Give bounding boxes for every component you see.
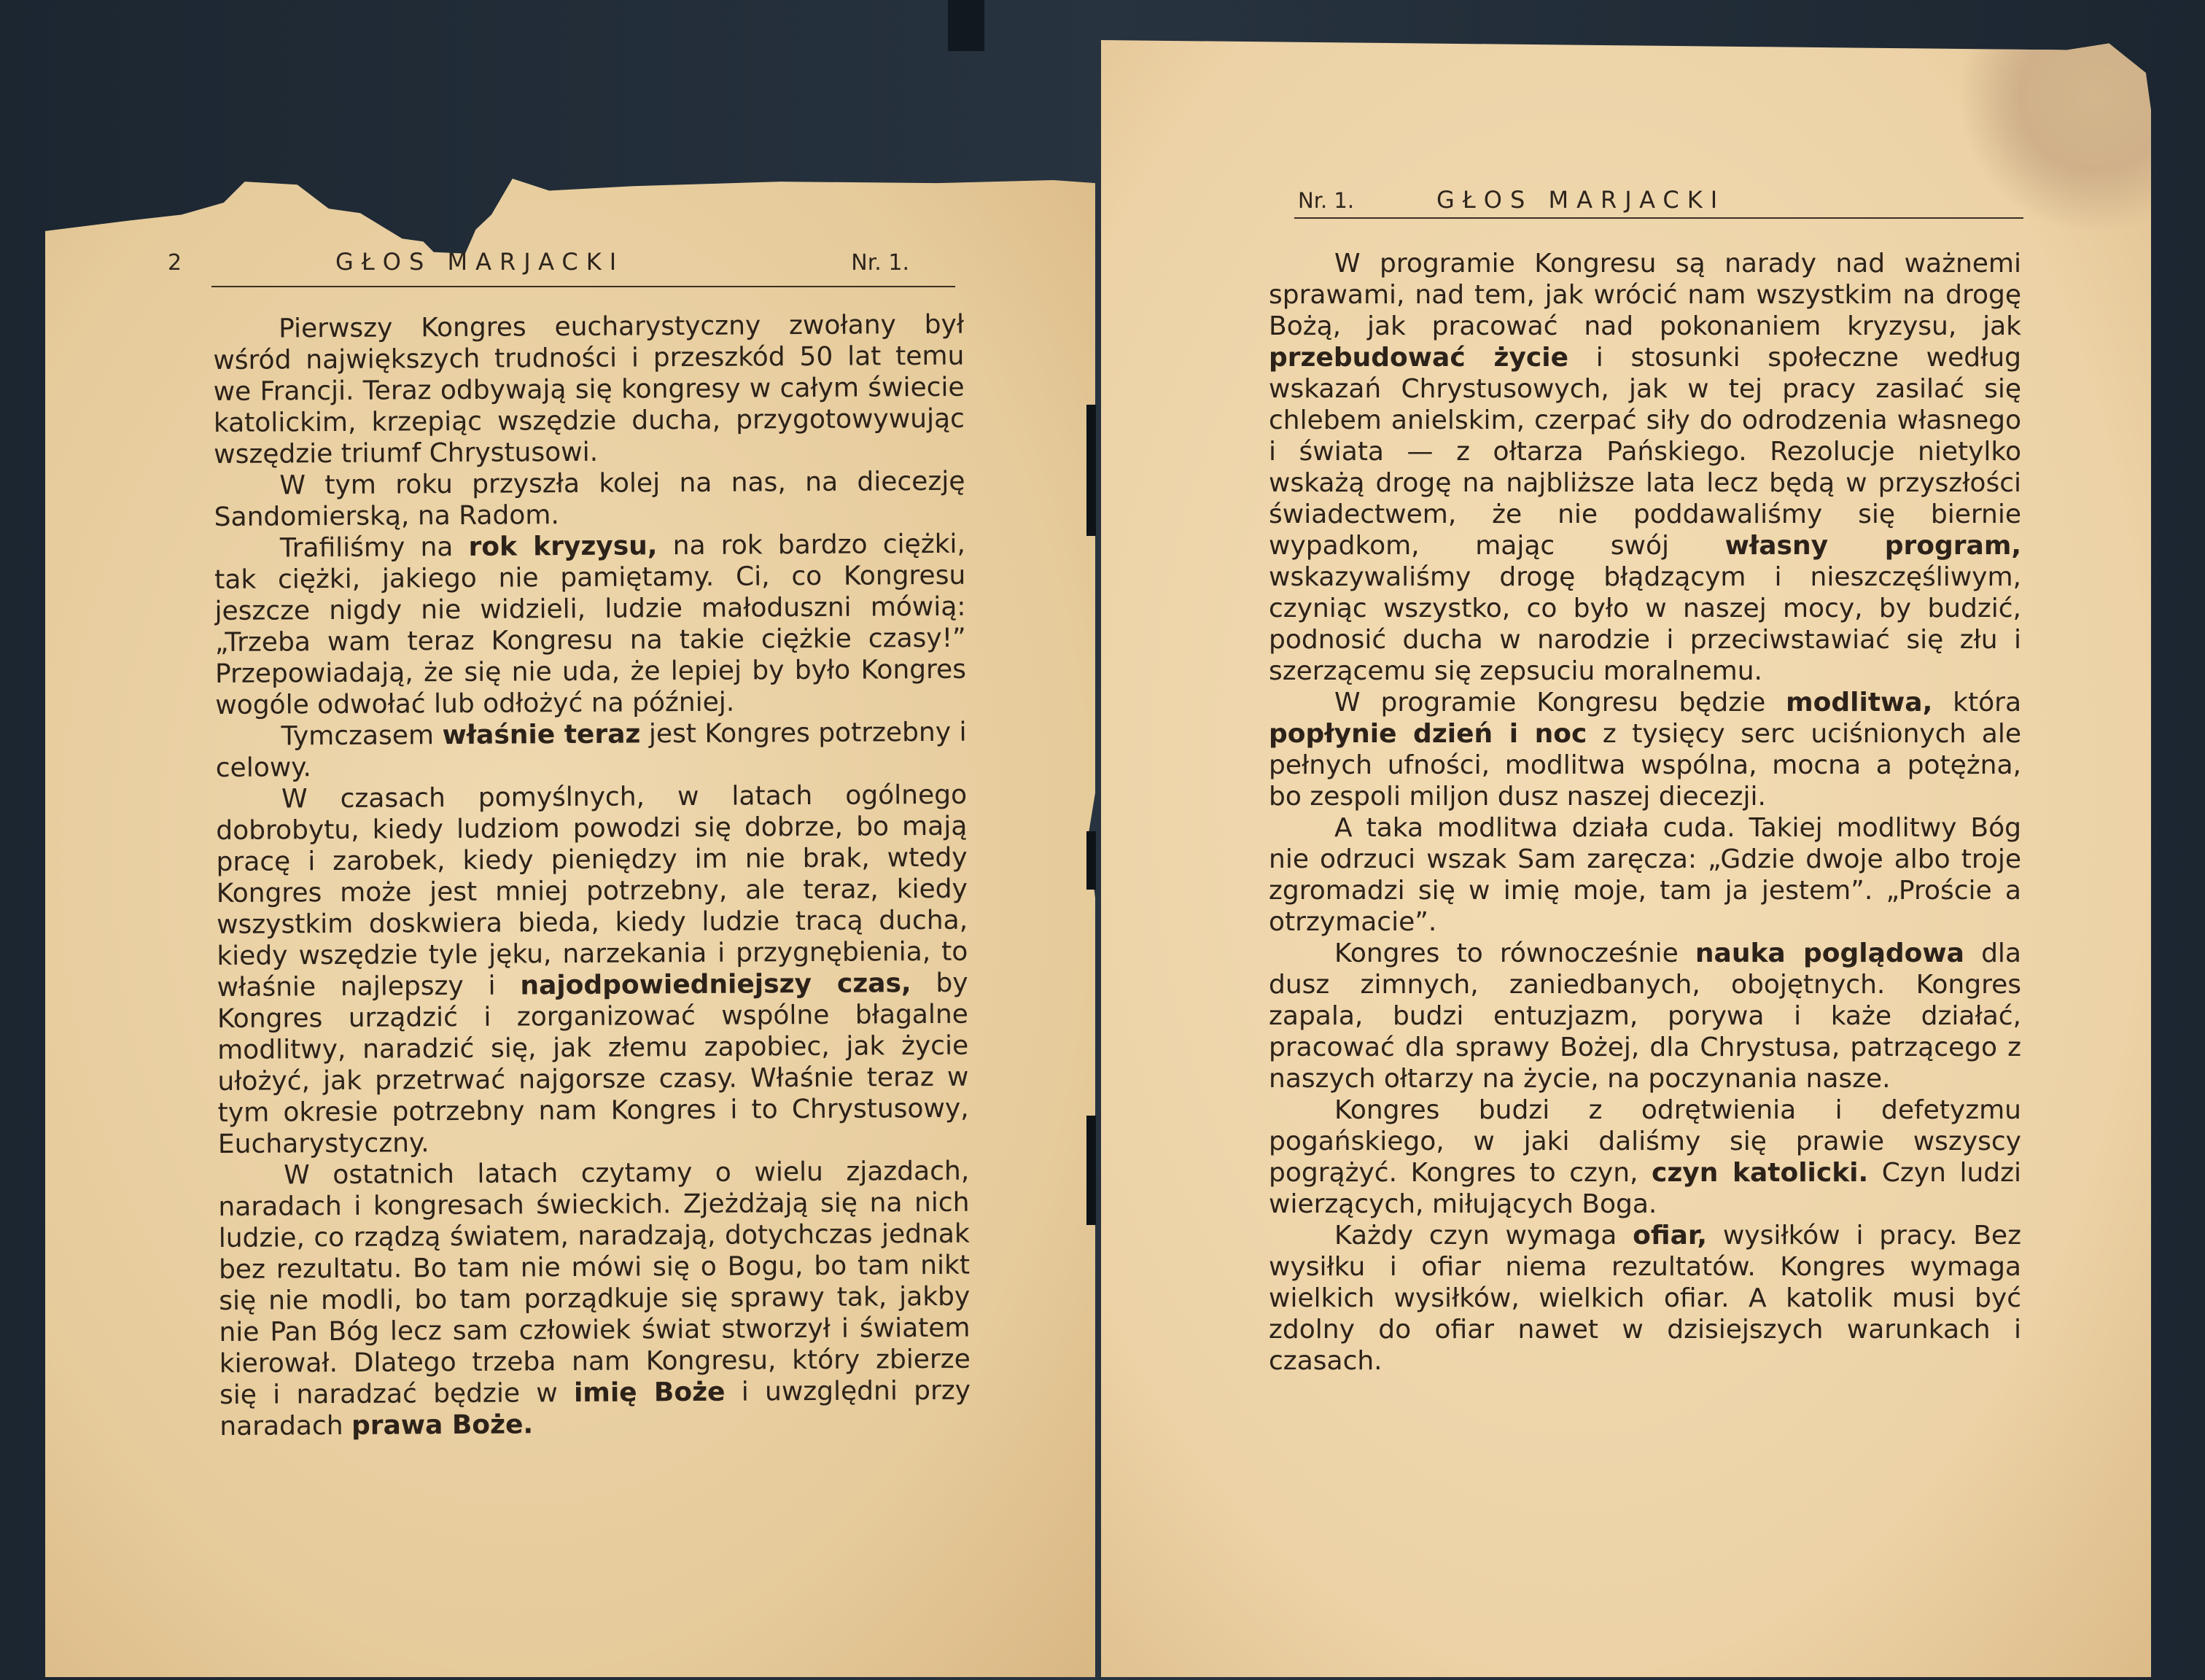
paragraph: A taka modlitwa działa cuda. Takiej modlitwy Bóg nie odrzuci wszak Sam zaręcza: „Gdzie dwoje albo troje zgromadzi się w imię moje, tam ja jestem”. „Proście a otrzymacie”.: [1269, 813, 2021, 937]
left-page-header: [168, 248, 930, 276]
emphasis: popłynie dzień i noc: [1269, 719, 1587, 749]
emphasis: czyn katolicki.: [1652, 1158, 1869, 1188]
paragraph: W czasach pomyślnych, w latach ogólnego dobrobytu, kiedy ludziom powodzi się dobrze, bo mają pracę i zarobek, kiedy pieniędzy im nie brak, wtedy Kongres może jest mniej potrzebny, ale teraz, kiedy wszystkim doskwiera bieda, kiedy ludzie tracą ducha, kiedy wszędzie tyle jęku, narzekania i przygnębienia, to właśnie najlepszy i najodpowiedniejszy czas, by Kongres urządzić i zorganizować wspólne błagalne modlitwy, naradzić się, jak złemu zapobiec, jak życie ułożyć, jak przetrwać najgorsze czasy. Właśnie teraz w tym okresie potrzebny nam Kongres i to Chrystusowy, Eucharystyczny.: [216, 779, 969, 1159]
emphasis: własny program,: [1724, 531, 2022, 561]
page-number: 2: [168, 250, 182, 276]
issue-number: Nr. 1.: [1298, 188, 1355, 213]
book-spine-shadow: [948, 0, 984, 51]
emphasis: właśnie teraz: [442, 719, 641, 751]
right-article-body: [1269, 248, 2021, 1377]
paragraph: Trafiliśmy na rok kryzysu, na rok bardzo ciężki, tak ciężki, jakiego nie pamiętamy. Ci, co Kongresu jeszcze nigdy nie widzieli, ludzie małoduszni mówią: „Trzeba wam teraz Kongresu na takie ciężkie czasy!” Przepowiadają, że się nie uda, że lepiej by było Kongres wogóle odwołać lub odłożyć na później.: [214, 529, 967, 720]
emphasis: nauka poglądowa: [1695, 938, 1964, 968]
binding-mark: [1086, 831, 1096, 890]
right-page-header: [1298, 186, 2027, 214]
paragraph: W ostatnich latach czytamy o wielu zjazdach, naradach i kongresach świeckich. Zjeżdżają się na nich ludzie, co rządzą światem, naradzają, dotychczas jednak bez rezultatu. Bo tam nie mówi się o Bogu, bo tam nikt się nie modli, bo tam porządkuje się sprawy tak, jakby nie Pan Bóg lecz sam człowiek świat stworzył i światem kierował. Dlatego trzeba nam Kongresu, który zbierze się i naradzać będzie w imię Boże i uwzględni przy naradach prawa Boże.: [218, 1156, 971, 1442]
emphasis: prawa Boże.: [351, 1409, 534, 1441]
paragraph: W programie Kongresu są narady nad ważnemi sprawami, nad tem, jak wrócić nam wszystkim na drogę Bożą, jak pracować nad pokonaniem kryzysu, jak przebudować życie i stosunki społeczne według wskazań Chrystusowych, jak w tej pracy zasilać się chlebem anielskim, czerpać siły do odrodzenia własnego i świata — z ołtarza Pańskiego. Rezolucje nietylko wskażą drogę na najbliższe lata lecz będą w przyszłości świadectwem, że nie poddawaliśmy się biernie wypadkom, mając swój własny program, wskazywaliśmy drogę błądzącym i nieszczęśliwym, czyniąc wszystko, co było w naszej mocy, by budzić, podnosić ducha w narodzie i przeciwstawiać się złu i szerzącemu się zepsuciu moralnemu.: [1269, 249, 2022, 686]
header-rule: [211, 286, 955, 287]
magazine-title: GŁOS MARJACKI: [1436, 186, 1726, 214]
header-rule: [1294, 217, 2023, 219]
emphasis: modlitwa,: [1786, 688, 1933, 718]
emphasis: ofiar,: [1633, 1221, 1708, 1251]
binding-mark: [1086, 1116, 1096, 1225]
paragraph: W programie Kongresu będzie modlitwa, która popłynie dzień i noc z tysięcy serc uciśnionych ale pełnych ufności, modlitwa wspólna, mocna a potężna, bo zespoli miljon dusz naszej diecezji.: [1269, 688, 2022, 812]
paragraph: Kongres budzi z odrętwienia i defetyzmu pogańskiego, w jaki daliśmy się prawie wszyscy pogrążyć. Kongres to czyn, czyn katolicki. Czyn ludzi wierzących, miłujących Boga.: [1269, 1095, 2022, 1219]
magazine-title: GŁOS MARJACKI: [335, 248, 625, 276]
emphasis: najodpowiedniejszy czas,: [520, 968, 911, 1001]
emphasis: imię Boże: [573, 1377, 726, 1409]
paragraph: Kongres to równocześnie nauka poglądowa dla dusz zimnych, zaniedbanych, obojętnych. Kongres zapala, budzi entuzjazm, porywa i każe działać, pracować dla sprawy Bożej, dla Chrystusa, patrzącego z naszych ołtarzy na życie, na poczynania nasze.: [1269, 938, 2021, 1094]
paragraph: Każdy czyn wymaga ofiar, wysiłków i pracy. Bez wysiłku i ofiar niema rezultatów. Kongres wymaga wielkich wysiłków, wielkich ofiar. A katolik musi być zdolny do ofiar nawet w dzisiejszych warunkach i czasach.: [1269, 1221, 2021, 1376]
paragraph: Tymczasem właśnie teraz jest Kongres potrzebny i celowy.: [215, 717, 967, 783]
left-article-body: [213, 309, 971, 1442]
emphasis: przebudować życie: [1269, 343, 1569, 373]
paragraph: W tym roku przyszła kolej na nas, na diecezję Sandomierską, na Radom.: [214, 466, 965, 532]
issue-number: Nr. 1.: [851, 250, 909, 276]
emphasis: rok kryzysu,: [468, 531, 658, 562]
paragraph: Pierwszy Kongres eucharystyczny zwołany był wśród największych trudności i przeszkód 50 lat temu we Francji. Teraz odbywają się kongresy w całym świecie katolickim, krzepiąc wszędzie ducha, przygotowywując wszędzie triumf Chrystusowi.: [213, 309, 965, 470]
binding-mark: [1086, 405, 1096, 536]
